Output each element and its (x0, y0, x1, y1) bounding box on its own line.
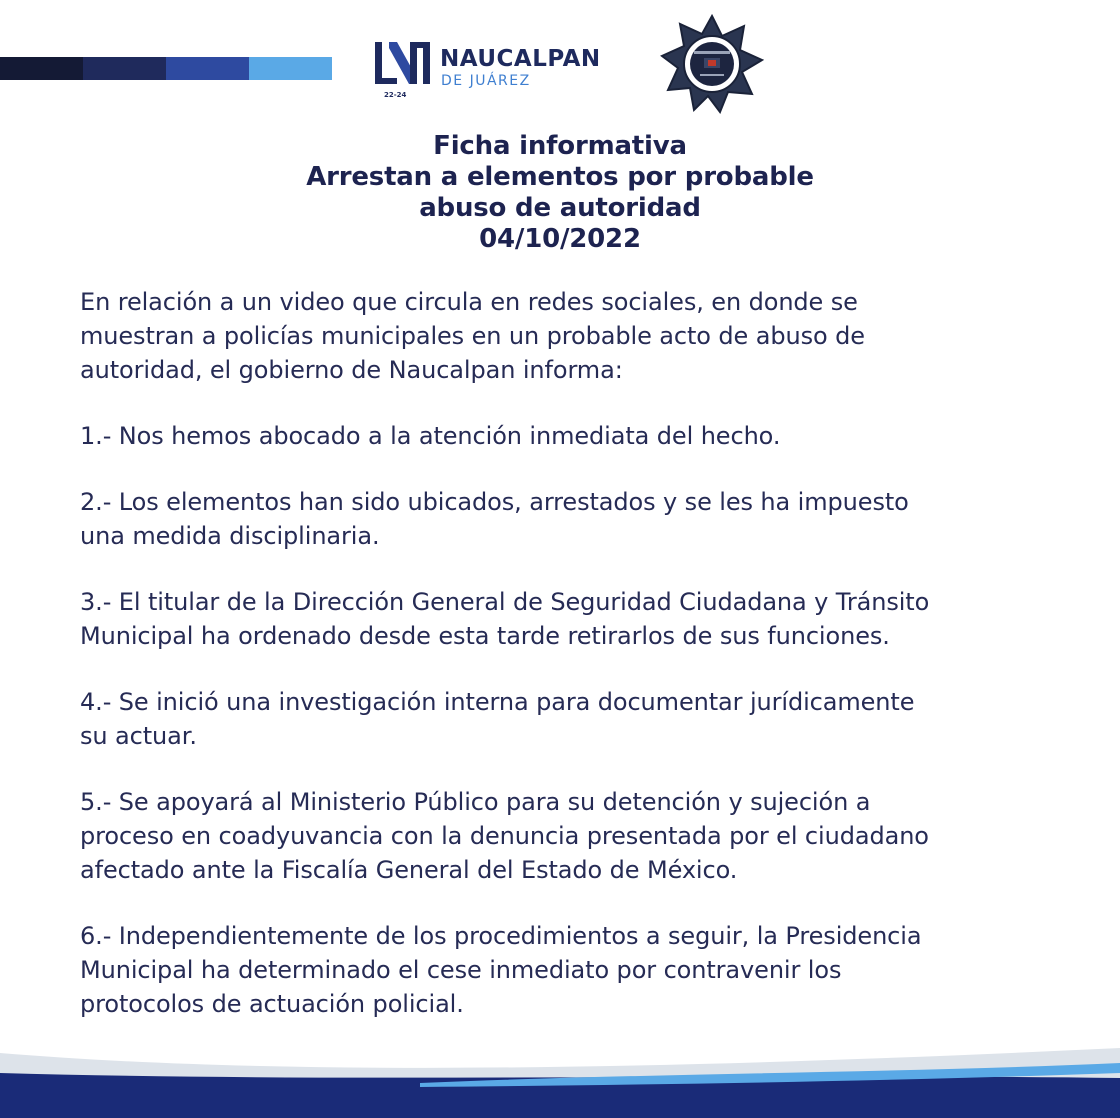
paragraph-point-1 (80, 419, 1060, 453)
paragraph-point-6 (80, 919, 1060, 1021)
paragraph-line: Municipal ha determinado el cese inmediato por contravenir los (80, 956, 842, 984)
title-date: 04/10/2022 (479, 224, 641, 254)
document-body (80, 285, 1060, 1053)
paragraph-line: una medida disciplinaria. (80, 522, 380, 550)
header-color-stripe (0, 57, 332, 80)
logo-subtitle: DE JUÁREZ (441, 73, 531, 89)
title-subject-line-2: abuso de autoridad (419, 193, 701, 223)
stripe-segment (83, 57, 166, 80)
title-heading: Ficha informativa (433, 131, 687, 161)
title-subject-line-1: Arrestan a elementos por probable (306, 162, 814, 192)
naucalpan-monogram-icon (373, 38, 433, 90)
paragraph-line: protocolos de actuación policial. (80, 990, 464, 1018)
paragraph-line: muestran a policías municipales en un probable acto de abuso de (80, 322, 865, 350)
paragraph-line: 5.- Se apoyará al Ministerio Público para su detención y sujeción a (80, 788, 871, 816)
paragraph-line: Municipal ha ordenado desde esta tarde retirarlos de sus funciones. (80, 622, 890, 650)
paragraph-intro (80, 285, 1060, 387)
stripe-segment (0, 57, 83, 80)
footer-wave-decoration (0, 1043, 1120, 1118)
paragraph-point-3 (80, 585, 1060, 653)
paragraph-point-4 (80, 685, 1060, 753)
paragraph-point-5 (80, 785, 1060, 887)
paragraph-line: 4.- Se inició una investigación interna para documentar jurídicamente (80, 688, 915, 716)
stripe-segment (249, 57, 332, 80)
paragraph-line: 6.- Independientemente de los procedimientos a seguir, la Presidencia (80, 922, 922, 950)
logo-years: 22-24 (384, 91, 407, 99)
paragraph-point-2 (80, 485, 1060, 553)
paragraph-line: autoridad, el gobierno de Naucalpan informa: (80, 356, 623, 384)
paragraph-line: En relación a un video que circula en redes sociales, en donde se (80, 288, 858, 316)
document-title (0, 131, 1120, 255)
paragraph-line: su actuar. (80, 722, 197, 750)
paragraph-line: 3.- El titular de la Dirección General de Seguridad Ciudadana y Tránsito (80, 588, 930, 616)
paragraph-line: 2.- Los elementos han sido ubicados, arrestados y se les ha impuesto (80, 488, 909, 516)
police-star-badge-icon (660, 14, 764, 114)
naucalpan-logo (373, 38, 613, 102)
paragraph-line: proceso en coadyuvancia con la denuncia presentada por el ciudadano (80, 822, 929, 850)
stripe-segment (166, 57, 249, 80)
paragraph-line: 1.- Nos hemos abocado a la atención inmediata del hecho. (80, 422, 781, 450)
paragraph-line: afectado ante la Fiscalía General del Estado de México. (80, 856, 738, 884)
logo-name: NAUCALPAN (440, 46, 601, 72)
